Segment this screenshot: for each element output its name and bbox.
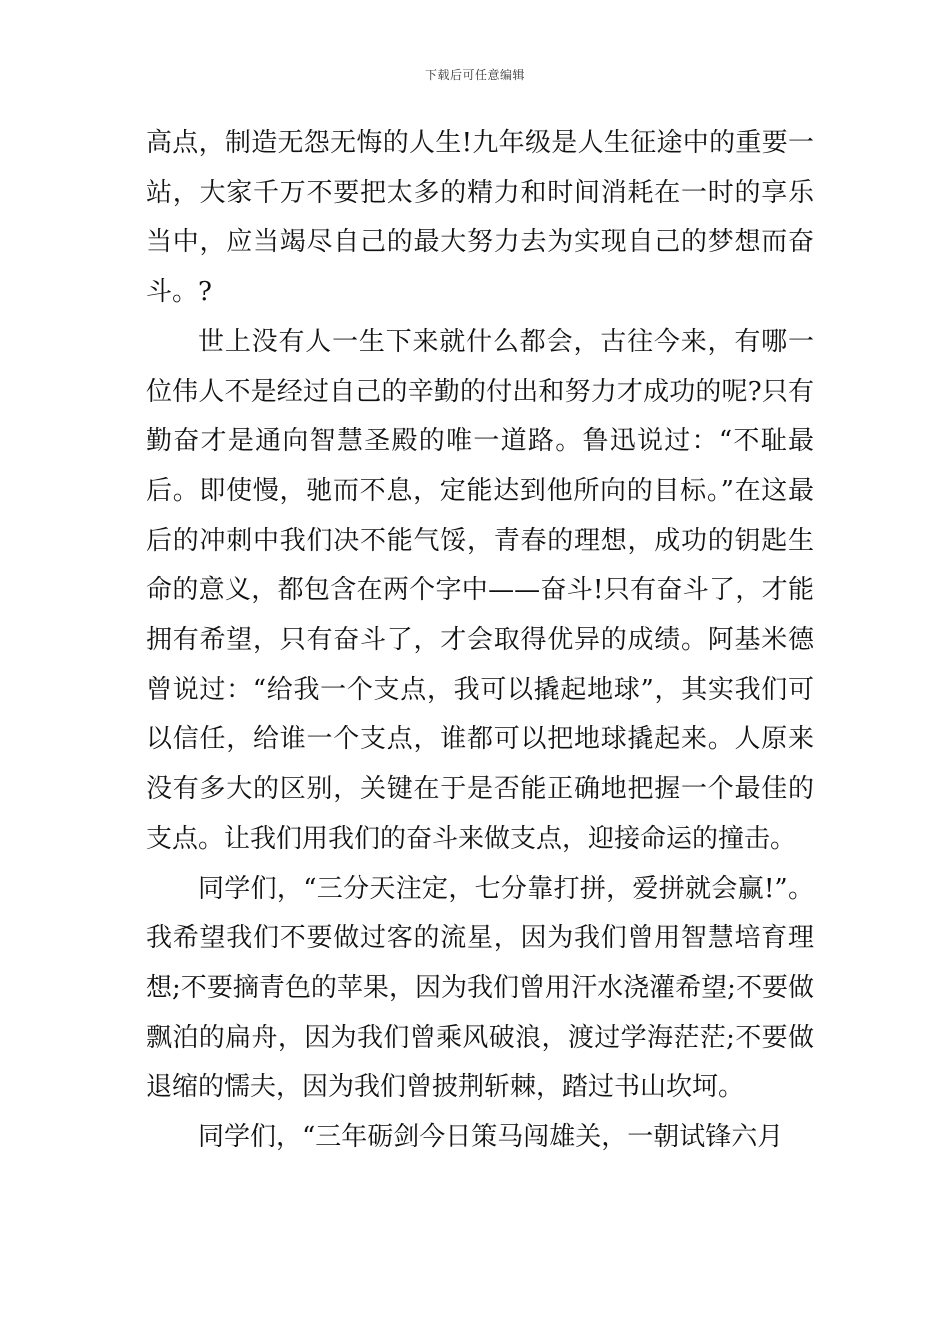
paragraph-2: 世上没有人一生下来就什么都会，古往今来，有哪一位伟人不是经过自己的辛勤的付出和努力才成功的呢?只有勤奋才是通向智慧圣殿的唯一道路。鲁迅说过：“不耻最后。即使慢，驰而不息，定能达到他所向的目标。”在这最后的冲刺中我们决不能气馁，青春的理想，成功的钥匙生命的意义，都包含在两个字中——奋斗!只有奋斗了，才能拥有希望，只有奋斗了，才会取得优异的成绩。阿基米德曾说过：“给我一个支点，我可以撬起地球”，其实我们可以信任，给谁一个支点，谁都可以把地球撬起来。人原来没有多大的区别，关键在于是否能正确地把握一个最佳的支点。让我们用我们的奋斗来做支点，迎接命运的撞击。 [146,326,814,854]
paragraph-1: 高点，制造无怨无悔的人生!九年级是人生征途中的重要一站，大家千万不要把太多的精力和时间消耗在一时的享乐当中，应当竭尽自己的最大努力去为实现自己的梦想而奋斗。? [146,128,814,308]
paragraph-3: 同学们，“三分天注定，七分靠打拼，爱拼就会赢!”。我希望我们不要做过客的流星，因为我们曾用智慧培育理想;不要摘青色的苹果，因为我们曾用汗水浇灌希望;不要做飘泊的扁舟，因为我们曾乘风破浪，渡过学海茫茫;不要做退缩的懦夫，因为我们曾披荆斩棘，踏过书山坎坷。 [146,873,814,1103]
page-header: 下载后可任意编辑 [424,68,525,82]
document-body [146,119,814,1163]
paragraph-4: 同学们，“三年砺剑今日策马闯雄关，一朝试锋六月 [198,1122,784,1153]
